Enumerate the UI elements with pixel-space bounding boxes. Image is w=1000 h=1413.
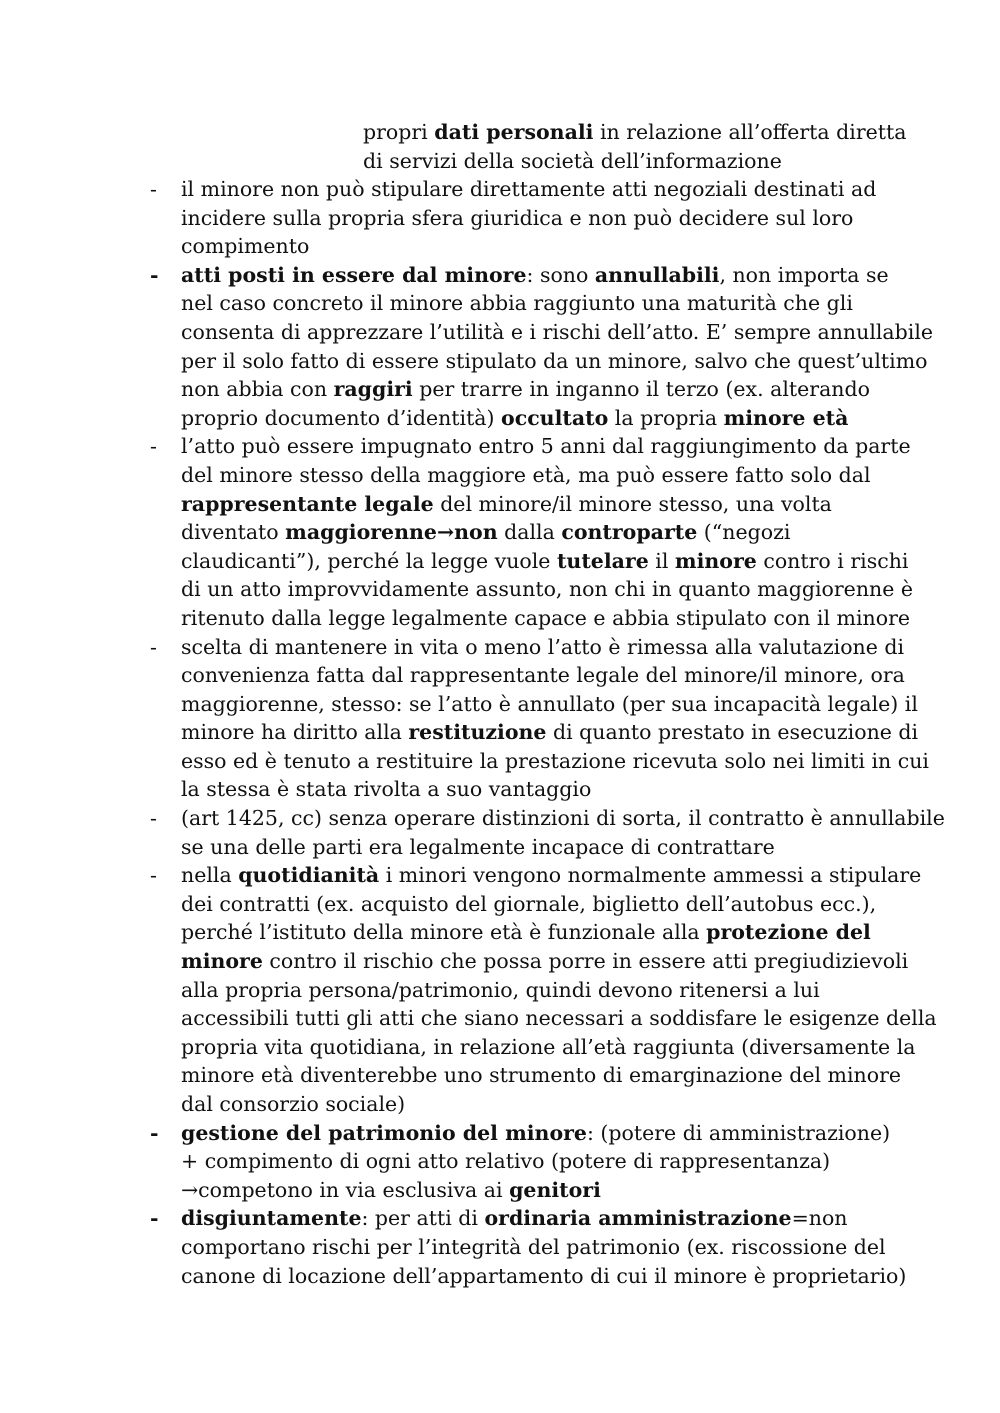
bold-text: rappresentante legale [181, 491, 434, 516]
text-line [181, 232, 890, 261]
list-item [150, 861, 937, 1118]
continuation-paragraph [363, 118, 923, 175]
text-run: nella [181, 863, 239, 888]
text-line [181, 347, 928, 376]
text-run: se una delle parti era legalmente incapace di contrattare [181, 834, 775, 859]
text-run: : (potere di amministrazione) [586, 1120, 891, 1145]
list-item [150, 1119, 890, 1205]
text-line [181, 1090, 890, 1119]
bullet-list [150, 175, 945, 1290]
bold-text: minore [181, 949, 263, 974]
text-line [181, 633, 905, 662]
text-run: maggiorenne, stesso: se l’atto è annullato (per sua incapacità legale) il [181, 691, 918, 716]
text-line [181, 947, 909, 976]
text-run: ritenuto dalla legge legalmente capace e abbia stipulato con il minore [181, 605, 911, 630]
text-line [181, 204, 890, 233]
text-run: il minore non può stipulare direttamente atti negoziali destinati ad [181, 177, 877, 201]
text-line [181, 747, 929, 776]
text-line [181, 1004, 937, 1033]
text-run: di quanto prestato in esecuzione di [546, 720, 919, 745]
text-run: scelta di mantenere in vita o meno l’atto è rimessa alla valutazione di [181, 634, 905, 659]
text-run: propria vita quotidiana, in relazione all’età raggiunta (diversamente la [181, 1034, 916, 1059]
bold-text: controparte [561, 520, 698, 545]
text-run: di servizi della società dell’informazione [363, 148, 782, 173]
list-item [150, 175, 890, 261]
text-line [181, 575, 914, 604]
bold-text: ordinaria amministrazione [484, 1206, 792, 1231]
text-run: + compimento di ogni atto relativo (potere di rappresentanza) [181, 1149, 831, 1174]
text-line [181, 1061, 902, 1090]
list-item [150, 1204, 907, 1290]
list-item [150, 432, 914, 632]
bold-text: atti posti in essere dal minore [181, 262, 527, 287]
bullet-dash: - [150, 1206, 159, 1231]
bold-text: genitori [509, 1177, 601, 1202]
bullet-dash: - [150, 177, 157, 201]
text-line [363, 118, 923, 147]
text-line [181, 318, 934, 347]
text-line [181, 518, 890, 547]
bold-text: occultato [501, 405, 609, 430]
text-run: per il solo fatto di essere stipulato da un minore, salvo che quest’ultimo [181, 348, 928, 373]
text-line [181, 690, 918, 719]
text-run: claudicanti”), perché la legge vuole [181, 548, 557, 573]
text-line [181, 661, 905, 690]
text-line [181, 976, 890, 1005]
text-run: compimento [181, 234, 310, 259]
text-line [181, 375, 890, 404]
text-line [363, 147, 923, 176]
text-run: accessibili tutti gli atti che siano necessari a soddisfare le esigenze della [181, 1006, 937, 1031]
bullet-dash: - [150, 806, 157, 831]
bullet-dash: - [150, 634, 157, 659]
text-run: →competono in via esclusiva ai [181, 1177, 510, 1202]
bold-text: restituzione [408, 720, 547, 745]
text-line [181, 718, 919, 747]
text-line [181, 604, 911, 633]
text-line [181, 1147, 890, 1176]
text-run: di un atto improvvidamente assunto, non chi in quanto maggiorenne è [181, 577, 914, 602]
text-line [181, 289, 890, 318]
list-item [150, 633, 929, 805]
bullet-dash: - [150, 262, 159, 287]
text-run: consenta di apprezzare l’utilità e i rischi dell’atto. E’ sempre annullabile [181, 319, 934, 344]
text-line [181, 261, 890, 290]
text-line [181, 1233, 890, 1262]
bullet-dash: - [150, 1120, 159, 1145]
text-run: per trarre in inganno il terzo (ex. alterando [412, 377, 870, 402]
text-run: la propria [608, 405, 724, 430]
text-run: minore ha diritto alla [181, 720, 409, 745]
text-run: : per atti di [361, 1206, 485, 1231]
text-run: dal consorzio sociale) [181, 1092, 406, 1116]
text-line [181, 547, 909, 576]
bold-text: disgiuntamente [181, 1206, 362, 1231]
bold-text: tutelare [556, 548, 649, 573]
text-run: proprio documento d’identità) [181, 405, 502, 430]
text-run: del minore/il minore stesso, una volta [433, 491, 832, 516]
bullet-dash: - [150, 863, 157, 888]
text-line [181, 1119, 890, 1148]
text-run: i minori vengono normalmente ammessi a stipulare [379, 863, 922, 888]
text-run: propri [363, 120, 435, 144]
text-run: convenienza fatta dal rappresentante legale del minore/il minore, ora [181, 663, 905, 688]
text-run: esso ed è tenuto a restituire la prestazione ricevuta solo nei limiti in cui [181, 748, 929, 773]
bold-text: quotidianità [238, 863, 380, 888]
text-line [181, 490, 890, 519]
text-line [181, 1176, 890, 1205]
text-run: contro i rischi [756, 548, 909, 573]
bold-text: raggiri [333, 377, 413, 402]
text-line [181, 918, 890, 947]
text-run: incidere sulla propria sfera giuridica e non può decidere sul loro [181, 205, 854, 230]
text-line [181, 861, 922, 890]
text-run: =non [791, 1206, 848, 1231]
text-run: in relazione all’offerta diretta [593, 120, 907, 144]
text-run: perché l’istituto della minore età è funzionale alla [181, 920, 707, 945]
text-line [181, 1033, 916, 1062]
text-run: minore età diventerebbe uno strumento di emarginazione del minore [181, 1063, 902, 1088]
text-line [181, 833, 890, 862]
text-line [181, 461, 890, 490]
text-run: la stessa è stata rivolta a suo vantaggio [181, 777, 592, 802]
text-run: contro il rischio che possa porre in essere atti pregiudizievoli [262, 949, 909, 974]
bullet-dash: - [150, 434, 157, 459]
bold-text: minore [674, 548, 757, 573]
text-run: nel caso concreto il minore abbia raggiunto una maturità che gli [181, 291, 853, 316]
text-line [181, 775, 890, 804]
text-run: non abbia con [181, 377, 334, 402]
bold-text: gestione del patrimonio del minore [181, 1120, 587, 1145]
text-run: alla propria persona/patrimonio, quindi devono ritenersi a lui [181, 977, 820, 1002]
text-run: diventato [181, 520, 286, 545]
text-run: : sono [526, 262, 595, 287]
text-run: l’atto può essere impugnato entro 5 anni dal raggiungimento da parte [181, 434, 911, 459]
text-run: dalla [497, 520, 562, 545]
text-run: il [648, 548, 675, 573]
bold-text: protezione del [706, 920, 871, 945]
text-run: canone di locazione dell’appartamento di cui il minore è proprietario) [181, 1263, 907, 1288]
bold-text: dati personali [434, 120, 594, 144]
text-line [181, 804, 945, 833]
bold-text: minore età [723, 405, 849, 430]
bold-text: maggiorenne→non [285, 520, 498, 545]
text-run: del minore stesso della maggiore età, ma può essere fatto solo dal [181, 462, 871, 487]
text-run: (“negozi [697, 520, 791, 545]
text-run: comportano rischi per l’integrità del patrimonio (ex. riscossione del [181, 1234, 886, 1259]
text-line [181, 1262, 907, 1291]
text-line [181, 890, 890, 919]
list-item [150, 804, 945, 861]
text-run: (art 1425, cc) senza operare distinzioni di sorta, il contratto è annullabile [181, 806, 945, 831]
text-run: , non importa se [719, 262, 889, 287]
list-item [150, 261, 934, 433]
text-run: dei contratti (ex. acquisto del giornale, biglietto dell’autobus ecc.), [181, 891, 877, 916]
bold-text: annullabili [594, 262, 720, 287]
text-line [181, 1204, 890, 1233]
text-line [181, 432, 911, 461]
text-line [181, 404, 890, 433]
text-line [181, 175, 890, 204]
